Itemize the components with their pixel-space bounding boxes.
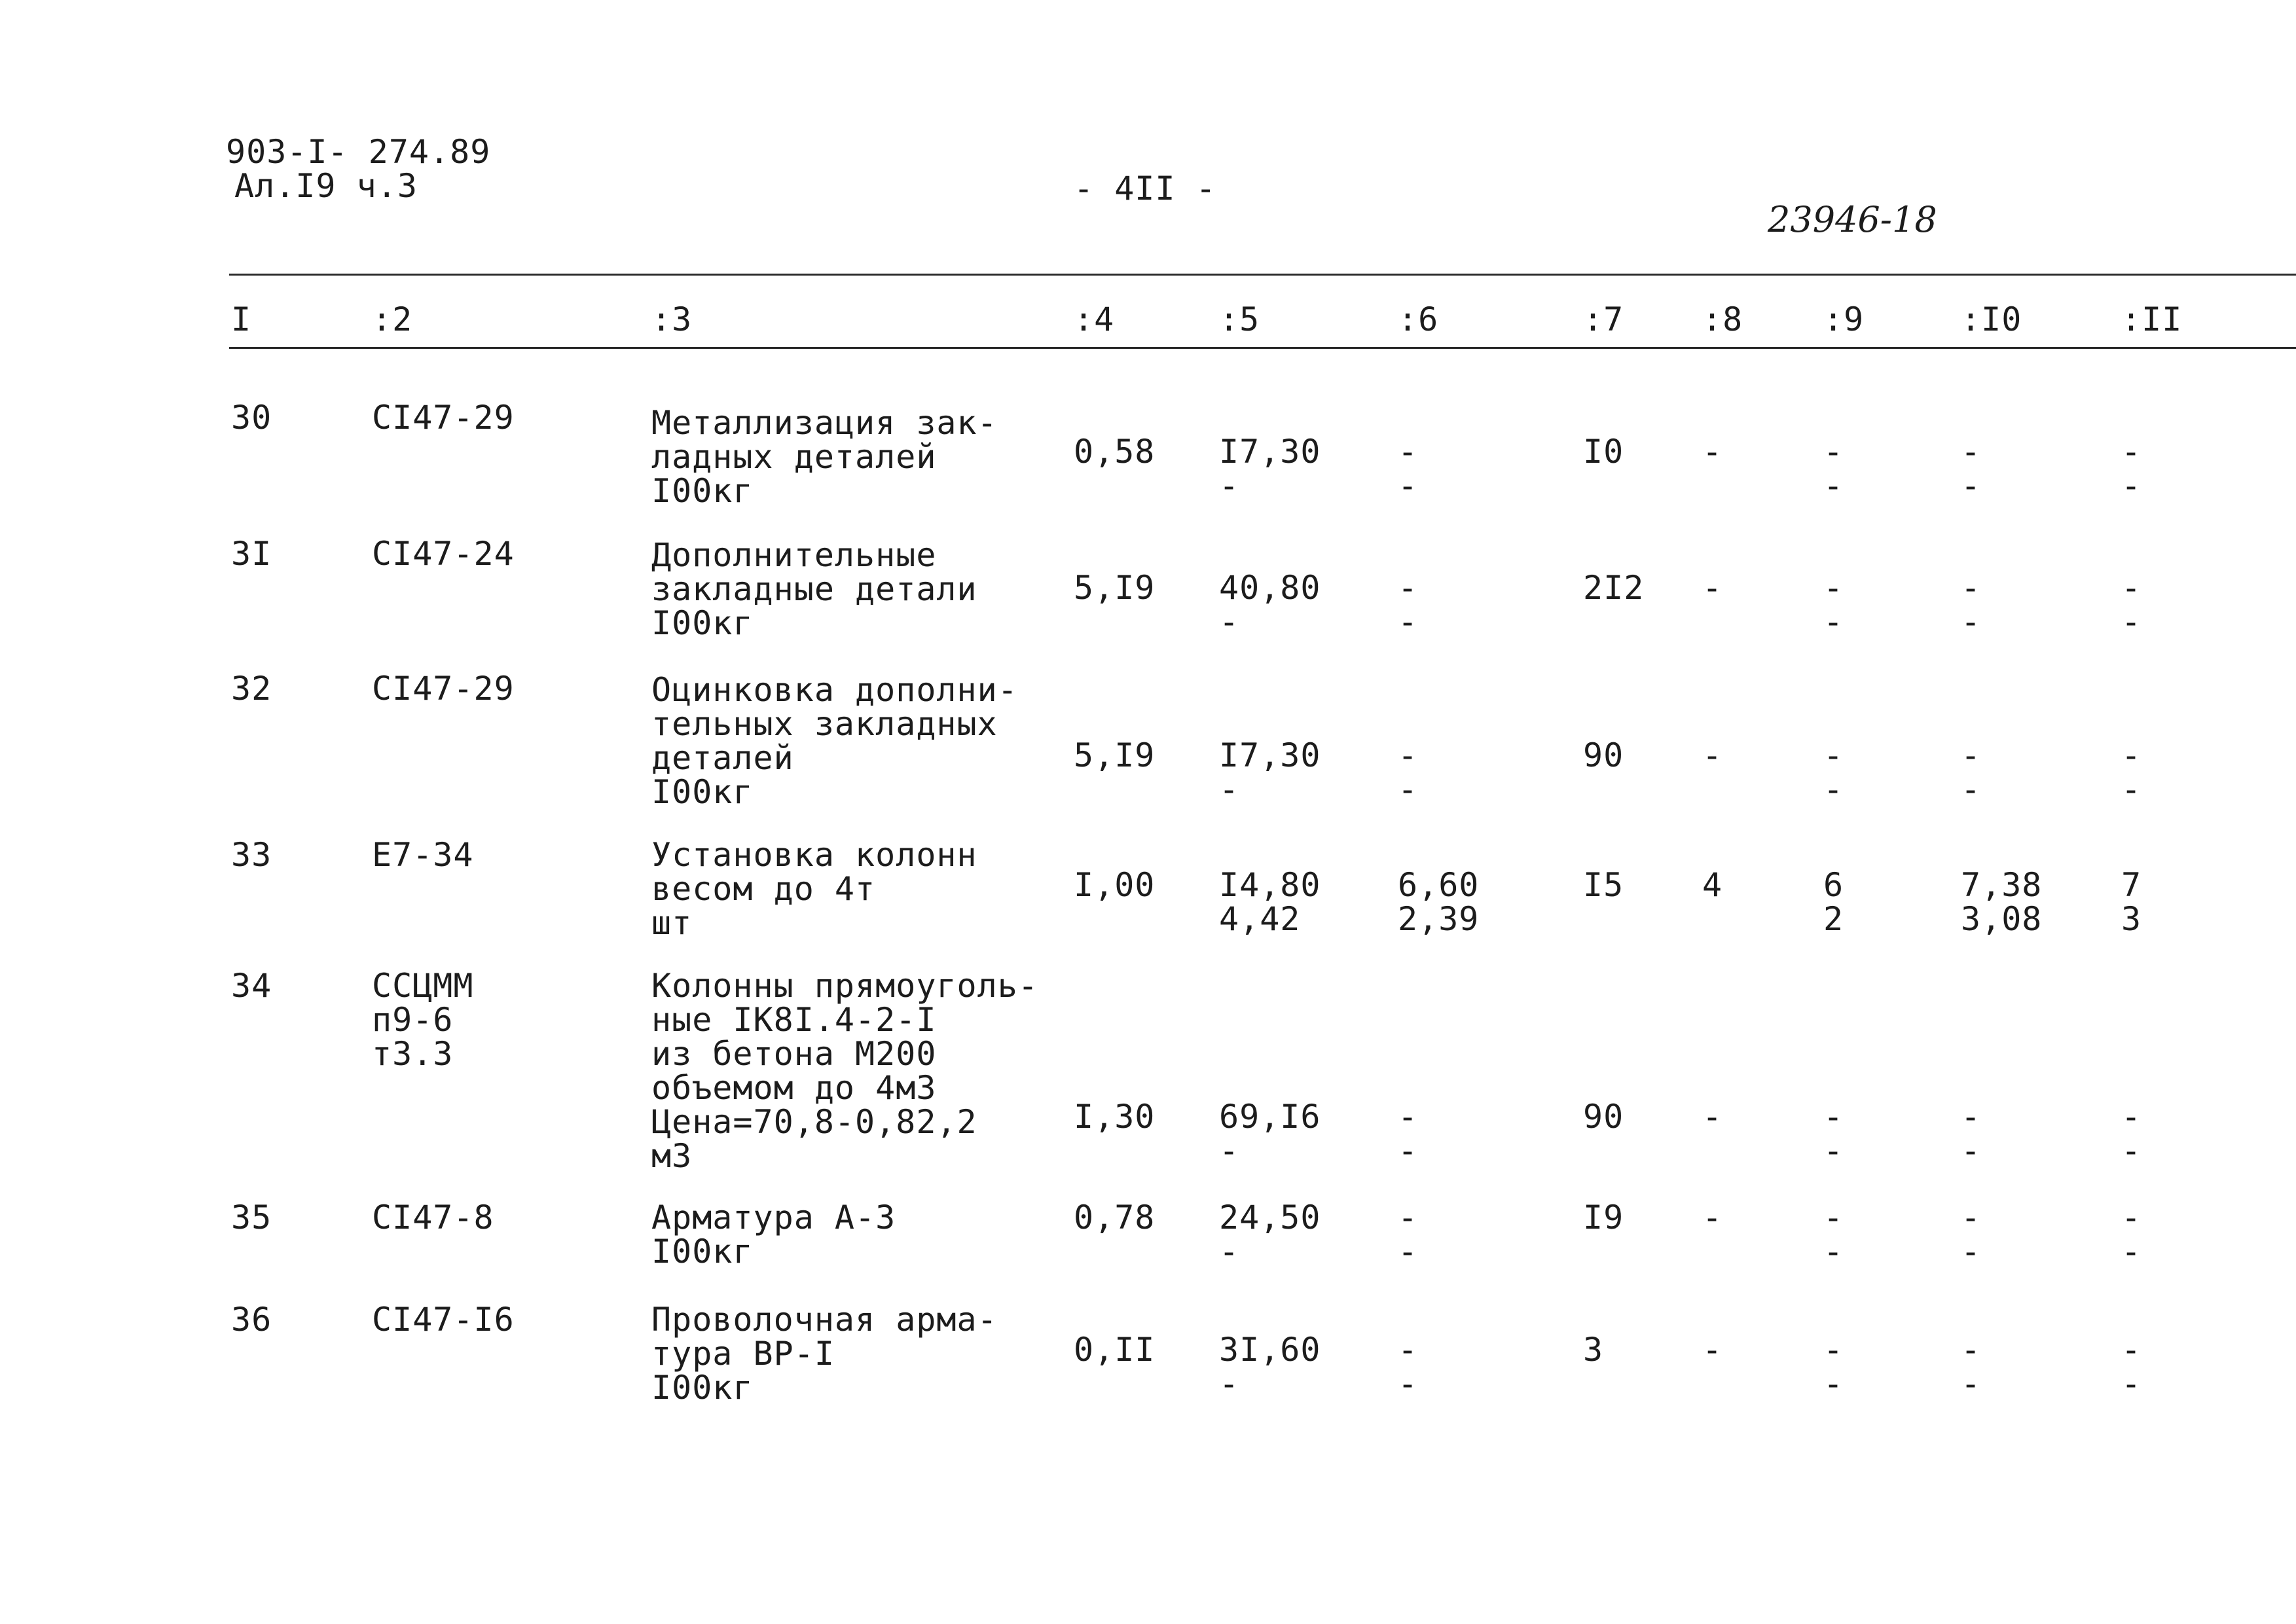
quantity: 0,58 <box>1074 433 1156 471</box>
column-8-value: - <box>1702 1331 1723 1369</box>
column-9-value: - - <box>1823 1098 1844 1170</box>
column-5-value: I4,80 4,42 <box>1219 866 1321 938</box>
column-header-11: :II <box>2121 300 2183 338</box>
column-header-4: :4 <box>1074 300 1115 338</box>
document-code: 903-I- 274.89 <box>226 133 491 171</box>
column-10-value: - - <box>1961 1331 1982 1403</box>
table-header-rule <box>229 347 2296 349</box>
column-10-value: 7,38 3,08 <box>1961 866 2043 938</box>
column-10-value: - - <box>1961 1098 1982 1170</box>
column-6-value: - - <box>1398 1331 1419 1403</box>
column-header-7: :7 <box>1583 300 1624 338</box>
column-11-value: - - <box>2121 1331 2142 1403</box>
column-9-value: - - <box>1823 736 1844 808</box>
column-8-value: - <box>1702 1098 1723 1136</box>
column-5-value: I7,30 - <box>1219 736 1321 808</box>
column-11-value: - - <box>2121 736 2142 808</box>
column-9-value: - - <box>1823 433 1844 505</box>
row-number: 35 <box>231 1199 272 1236</box>
work-description: Установка колонн весом до 4т шт <box>651 836 977 942</box>
column-10-value: - - <box>1961 1199 1982 1271</box>
work-description: Проволочная арма- тура ВР-I I00кг <box>651 1301 998 1407</box>
column-5-value: 40,80 - <box>1219 569 1321 641</box>
quantity: 0,78 <box>1074 1199 1156 1236</box>
work-description: Оцинковка дополни- тельных закладных деталей I00кг <box>651 671 1018 811</box>
row-number: 33 <box>231 836 272 874</box>
column-7-value: 90 <box>1583 1098 1624 1136</box>
column-8-value: 4 <box>1702 866 1723 904</box>
norm-code: CI47-8 <box>372 1199 494 1236</box>
norm-code: CI47-29 <box>372 399 515 437</box>
column-8-value: - <box>1702 433 1723 471</box>
work-description: Металлизация зак- ладных деталей I00кг <box>651 404 998 510</box>
column-7-value: I5 <box>1583 866 1624 904</box>
column-9-value: 6 2 <box>1823 866 1844 938</box>
column-6-value: - - <box>1398 569 1419 641</box>
column-header-5: :5 <box>1219 300 1260 338</box>
column-11-value: - - <box>2121 1098 2142 1170</box>
quantity: 5,I9 <box>1074 569 1156 607</box>
work-description: Арматура А-3 I00кг <box>651 1199 896 1271</box>
column-7-value: I9 <box>1583 1199 1624 1236</box>
work-description: Дополнительные закладные детали I00кг <box>651 536 977 642</box>
column-9-value: - - <box>1823 1199 1844 1271</box>
quantity: I,30 <box>1074 1098 1156 1136</box>
norm-code: ССЦММ п9-6 т3.3 <box>372 967 474 1073</box>
table-top-rule <box>229 274 2296 276</box>
row-number: 36 <box>231 1301 272 1339</box>
column-8-value: - <box>1702 1199 1723 1236</box>
row-number: 3I <box>231 535 272 573</box>
column-7-value: 90 <box>1583 736 1624 774</box>
column-6-value: - - <box>1398 1098 1419 1170</box>
column-5-value: 3I,60 - <box>1219 1331 1321 1403</box>
norm-code: CI47-29 <box>372 670 515 708</box>
column-6-value: 6,60 2,39 <box>1398 866 1480 938</box>
column-9-value: - - <box>1823 569 1844 641</box>
column-9-value: - - <box>1823 1331 1844 1403</box>
column-7-value: 3 <box>1583 1331 1604 1369</box>
column-5-value: 69,I6 - <box>1219 1098 1321 1170</box>
column-header-2: :2 <box>372 300 413 338</box>
column-header-8: :8 <box>1702 300 1743 338</box>
column-11-value: - - <box>2121 569 2142 641</box>
column-8-value: - <box>1702 569 1723 607</box>
page-number: - 4II - <box>1074 170 1216 208</box>
quantity: 5,I9 <box>1074 736 1156 774</box>
column-5-value: I7,30 - <box>1219 433 1321 505</box>
column-11-value: 7 3 <box>2121 866 2142 938</box>
column-11-value: - - <box>2121 1199 2142 1271</box>
column-6-value: - - <box>1398 1199 1419 1271</box>
norm-code: E7-34 <box>372 836 474 874</box>
row-number: 30 <box>231 399 272 437</box>
column-header-6: :6 <box>1398 300 1439 338</box>
column-7-value: 2I2 <box>1583 569 1645 607</box>
row-number: 34 <box>231 967 272 1005</box>
column-header-3: :3 <box>651 300 693 338</box>
column-11-value: - - <box>2121 433 2142 505</box>
column-10-value: - - <box>1961 736 1982 808</box>
quantity: I,00 <box>1074 866 1156 904</box>
quantity: 0,II <box>1074 1331 1156 1369</box>
column-6-value: - - <box>1398 433 1419 505</box>
norm-code: CI47-I6 <box>372 1301 515 1339</box>
column-10-value: - - <box>1961 433 1982 505</box>
column-6-value: - - <box>1398 736 1419 808</box>
handwritten-inventory-number: 23946-18 <box>1768 199 1937 240</box>
work-description: Колонны прямоуголь- ные IK8I.4-2-I из бетона М200 объемом до 4м3 Цена=70,8-0,82,2 м3 <box>651 967 1038 1175</box>
norm-code: CI47-24 <box>372 535 515 573</box>
album-reference: Ал.I9 ч.3 <box>234 167 418 205</box>
column-8-value: - <box>1702 736 1723 774</box>
column-header-1: I <box>231 300 252 338</box>
column-header-9: :9 <box>1823 300 1865 338</box>
column-5-value: 24,50 - <box>1219 1199 1321 1271</box>
column-10-value: - - <box>1961 569 1982 641</box>
column-7-value: I0 <box>1583 433 1624 471</box>
row-number: 32 <box>231 670 272 708</box>
column-header-10: :I0 <box>1961 300 2022 338</box>
